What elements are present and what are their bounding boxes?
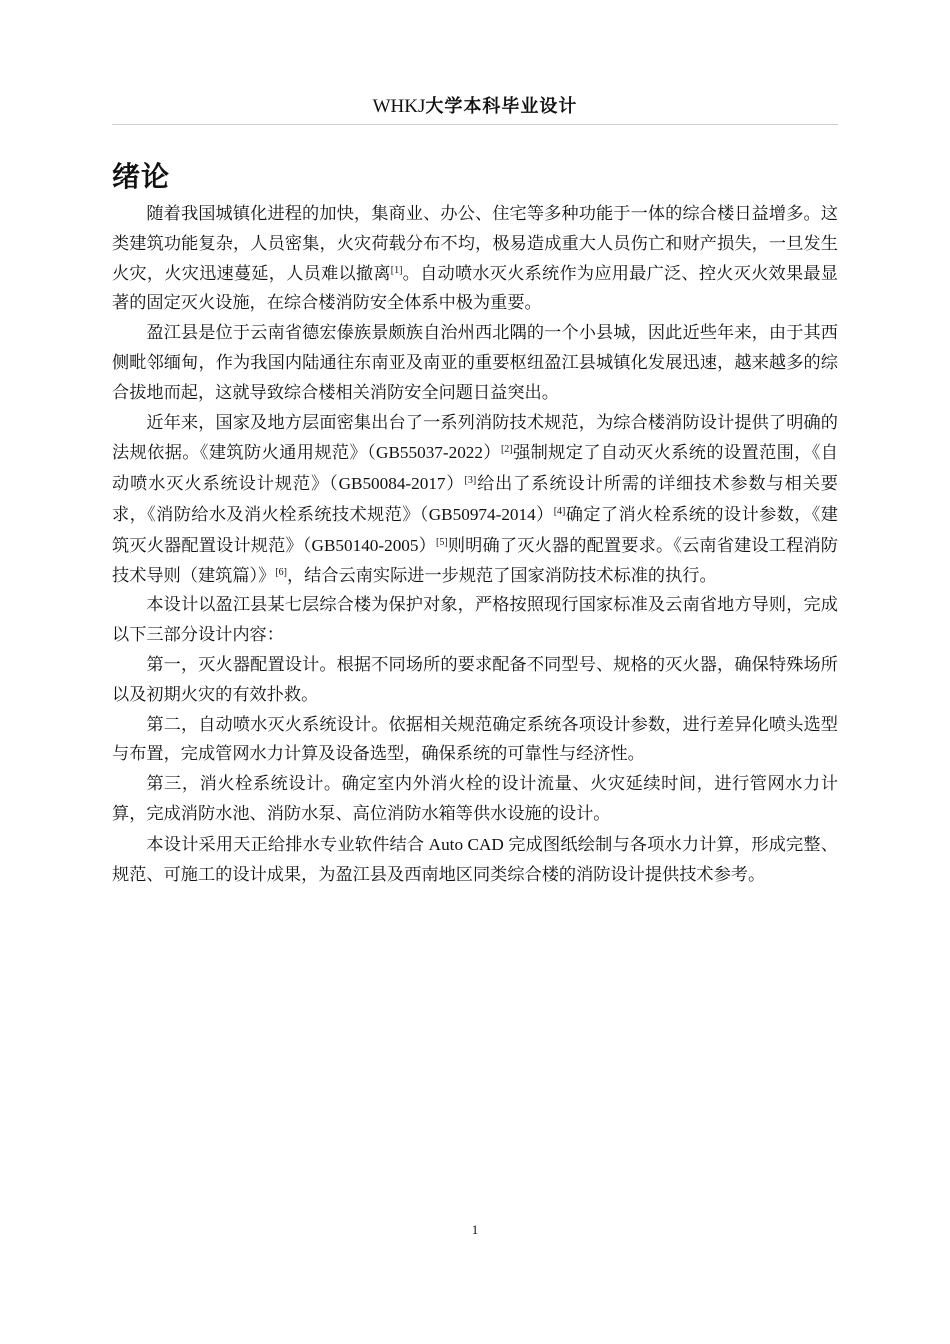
chapter-title: 绪论 bbox=[112, 160, 171, 193]
page-number: 1 bbox=[471, 1222, 479, 1237]
paragraph-1 bbox=[112, 200, 838, 319]
software-name: Auto CAD bbox=[424, 834, 509, 854]
paragraph-3-text-e: 给出了系统设计所需的详细技术参数与相关要求，《消防给水及消火栓系统技术规范》（ bbox=[112, 474, 838, 525]
paragraph-7: 第三，消火栓系统设计。确定室内外消火栓的设计流量、火灾延续时间，进行管网水力计算，完成消防水池、消防水泵、高位消防水箱等供水设施的设计。 bbox=[112, 774, 838, 824]
paragraph-3 bbox=[112, 409, 838, 592]
paragraph-8-text-a: 本设计采用天正给排水专业软件结合 bbox=[146, 834, 425, 855]
standard-code-2: GB50084-2017 bbox=[338, 474, 446, 494]
standard-code-1: GB55037-2022 bbox=[376, 443, 483, 463]
paragraph-1-text-b: 。自动喷水灭火系统作为应用最广泛、控火灭火效果最显著的固定灭火设施，在综合楼消防安全体系中极为重要。 bbox=[112, 263, 838, 314]
body-text bbox=[112, 200, 838, 890]
citation-1: [1] bbox=[390, 264, 403, 276]
header-university-code: WHKJ bbox=[372, 96, 426, 117]
paragraph-3-text-d: ） bbox=[445, 474, 465, 495]
paragraph-2: 盈江县是位于云南省德宏傣族景颇族自治州西北隅的一个小县城，因此近些年来，由于其西侧毗邻缅甸，作为我国内陆通往东南亚及南亚的重要枢纽盈江县城镇化发展迅速，越来越多的综合拔地而起，这就导致综合楼相关消防安全问题日益突出。 bbox=[112, 323, 838, 403]
paragraph-3-text-i: 则明确了灭火器的配置要求。《云南省建设工程消防技术导则（建筑篇）》 bbox=[112, 535, 838, 586]
paragraph-3-text-g: 确定了消火栓系统的设计参数，《建筑灭火器配置设计规范》（ bbox=[112, 504, 838, 556]
citation-6: [6] bbox=[275, 566, 287, 578]
standard-code-3: GB50974-2014 bbox=[428, 504, 536, 524]
header-thesis-label: 大学本科毕业设计 bbox=[425, 96, 578, 117]
paragraph-6: 第二，自动喷水灭火系统设计。依据相关规范确定系统各项设计参数，进行差异化喷头选型与布置，完成管网水力计算及设备选型，确保系统的可靠性与经济性。 bbox=[112, 714, 838, 765]
paragraph-5: 第一，灭火器配置设计。根据不同场所的要求配备不同型号、规格的灭火器，确保特殊场所以及初期火灾的有效扑救。 bbox=[112, 654, 838, 705]
paragraph-3-text-c: 强制规定了自动灭火系统的设置范围，《自动喷水灭火系统设计规范》（ bbox=[112, 443, 838, 495]
paragraph-3-text-b: ） bbox=[482, 443, 501, 464]
paragraph-1-text-a: 随着我国城镇化进程的加快，集商业、办公、住宅等多种功能于一体的综合楼日益增多。这类建筑功能复杂，人员密集，火灾荷载分布不均，极易造成重大人员伤亡和财产损失，一旦发生火灾，火灾迅速蔓延，人员难以撤离 bbox=[112, 204, 838, 284]
citation-5: [5] bbox=[436, 536, 448, 548]
citation-4: [4] bbox=[553, 505, 566, 517]
page-header bbox=[0, 92, 950, 118]
paragraph-8-text-b: 完成图纸绘制与各项水力计算，形成完整、规范、可施工的设计成果，为盈江县及西南地区同类综合楼的消防设计提供技术参考。 bbox=[112, 834, 838, 885]
citation-3: [3] bbox=[464, 475, 477, 487]
paragraph-3-text-h: ） bbox=[418, 535, 436, 556]
header-divider bbox=[112, 124, 838, 125]
citation-2: [2] bbox=[500, 444, 513, 456]
paragraph-3-text-a: 近年来，国家及地方层面密集出台了一系列消防技术规范，为综合楼消防设计提供了明确的法规依据。《建筑防火通用规范》（ bbox=[112, 412, 838, 464]
paragraph-8 bbox=[112, 830, 838, 891]
paragraph-3-text-f: ） bbox=[535, 504, 554, 525]
standard-code-4: GB50140-2005 bbox=[311, 535, 419, 555]
paragraph-4: 本设计以盈江县某七层综合楼为保护对象，严格按照现行国家标准及云南省地方导则，完成以下三部分设计内容： bbox=[112, 595, 838, 646]
paragraph-3-text-j: ，结合云南实际进一步规范了国家消防技术标准的执行。 bbox=[286, 565, 717, 586]
